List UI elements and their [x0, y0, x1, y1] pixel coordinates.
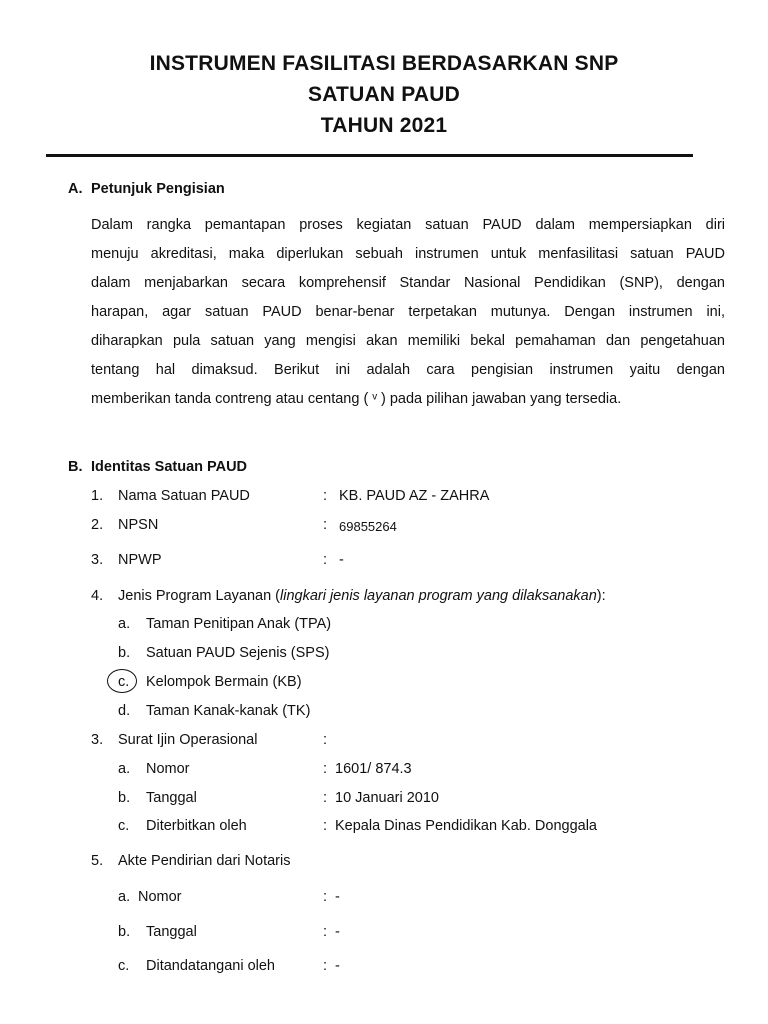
- subfield-letter: a.: [118, 761, 131, 777]
- field-colon: :: [323, 790, 328, 806]
- paragraph-line: Dalam rangka pemantapan proses kegiatan satuan PAUD dalam mempersiapkan diri: [91, 217, 725, 233]
- field-colon: :: [323, 924, 328, 940]
- option-letter: c.: [118, 674, 130, 690]
- subfield-row-nomor: [0, 761, 768, 781]
- option-label: Taman Kanak-kanak (TK): [146, 703, 311, 719]
- item-number: 4.: [91, 588, 104, 604]
- option-label: Taman Penitipan Anak (TPA): [146, 616, 332, 632]
- field-label: Akte Pendirian dari Notaris: [118, 853, 291, 869]
- subfield-label: Diterbitkan oleh: [146, 818, 247, 834]
- option-letter: a.: [118, 616, 131, 632]
- field-colon: :: [323, 761, 328, 777]
- subfield-value: 1601/ 874.3: [335, 761, 412, 777]
- subfield-label: Ditandatangani oleh: [146, 958, 275, 974]
- field-value: -: [339, 552, 344, 568]
- option-label: Kelompok Bermain (KB): [146, 674, 302, 690]
- field-label: NPWP: [118, 552, 162, 568]
- subfield-label: Nomor: [146, 761, 190, 777]
- paragraph-line: harapan, agar satuan PAUD benar-benar terpetakan mutunya. Dengan instrumen ini,: [91, 304, 725, 320]
- option-sps: [0, 645, 768, 665]
- field-row-npsn: [0, 517, 768, 537]
- item-number: 3.: [91, 552, 104, 568]
- field-label: [118, 588, 606, 604]
- field-value: 69855264: [339, 519, 397, 534]
- subfield-value: 10 Januari 2010: [335, 790, 439, 806]
- field-label: Nama Satuan PAUD: [118, 488, 250, 504]
- instructions-paragraph: [91, 211, 725, 414]
- field-label: Surat Ijin Operasional: [118, 732, 258, 748]
- item-number: 5.: [91, 853, 104, 869]
- label-suffix: ):: [596, 588, 606, 604]
- subfield-label: Nomor: [138, 889, 182, 905]
- subfield-row-ditandatangani: [0, 958, 768, 978]
- field-row-jenis-program: [0, 588, 768, 608]
- subfield-value: Kepala Dinas Pendidikan Kab. Donggala: [335, 818, 597, 834]
- field-label: NPSN: [118, 517, 159, 533]
- subfield-label: Tanggal: [146, 924, 197, 940]
- label-prefix: Jenis Program Layanan (: [118, 588, 280, 604]
- item-number: 1.: [91, 488, 104, 504]
- section-a-title: Petunjuk Pengisian: [91, 181, 225, 197]
- field-row-surat-ijin: [0, 732, 768, 752]
- field-colon: :: [323, 732, 328, 748]
- field-row-npwp: [0, 552, 768, 572]
- section-a-letter: A.: [68, 181, 83, 197]
- field-colon: :: [323, 552, 328, 568]
- subfield-value: -: [335, 958, 340, 974]
- subfield-letter: a.: [118, 889, 131, 905]
- document-title-line-2: SATUAN PAUD: [308, 83, 460, 106]
- field-row-akte-pendirian: [0, 853, 768, 873]
- subfield-row-diterbitkan: [0, 818, 768, 838]
- option-letter: b.: [118, 645, 131, 661]
- subfield-row-akte-tanggal: [0, 924, 768, 944]
- title-divider: [46, 154, 693, 157]
- field-colon: :: [323, 517, 328, 533]
- field-colon: :: [323, 889, 328, 905]
- paragraph-line: memberikan tanda contreng atau centang ( ᵛ ) pada pilihan jawaban yang tersedia.: [91, 391, 622, 407]
- section-b-letter: B.: [68, 459, 83, 475]
- subfield-letter: b.: [118, 924, 131, 940]
- field-value: KB. PAUD AZ - ZAHRA: [339, 488, 490, 504]
- subfield-value: -: [335, 889, 340, 905]
- subfield-letter: c.: [118, 818, 130, 834]
- paragraph-line: tentang hal dimaksud. Berikut ini adalah cara pengisian instrumen yaitu dengan: [91, 362, 725, 378]
- paragraph-line: dalam menjabarkan secara komprehensif Standar Nasional Pendidikan (SNP), dengan: [91, 275, 725, 291]
- section-a-heading: [68, 181, 225, 197]
- item-number: 2.: [91, 517, 104, 533]
- option-letter: d.: [118, 703, 131, 719]
- paragraph-line: menuju akreditasi, maka diperlukan sebuah instrumen untuk menfasilitasi satuan PAUD: [91, 246, 725, 262]
- document-title-line-3: TAHUN 2021: [320, 114, 448, 137]
- paragraph-line: diharapkan pula satuan yang mengisi akan memiliki bekal pemahaman dan pengetahuan: [91, 333, 725, 349]
- subfield-row-tanggal: [0, 790, 768, 810]
- option-kb: [0, 674, 768, 694]
- subfield-letter: b.: [118, 790, 131, 806]
- field-row-nama-satuan: [0, 488, 768, 508]
- subfield-letter: c.: [118, 958, 130, 974]
- section-b-heading: [68, 459, 247, 475]
- field-colon: :: [323, 488, 328, 504]
- label-instruction: lingkari jenis layanan program yang dilaksanakan: [280, 588, 597, 604]
- item-number: 3.: [91, 732, 104, 748]
- option-tpa: [0, 616, 768, 636]
- subfield-value: -: [335, 924, 340, 940]
- option-tk: [0, 703, 768, 723]
- option-label: Satuan PAUD Sejenis (SPS): [146, 645, 330, 661]
- section-b-title: Identitas Satuan PAUD: [91, 459, 248, 475]
- document-title-line-1: INSTRUMEN FASILITASI BERDASARKAN SNP: [149, 52, 619, 75]
- subfield-label: Tanggal: [146, 790, 197, 806]
- field-colon: :: [323, 818, 328, 834]
- field-colon: :: [323, 958, 328, 974]
- subfield-row-akte-nomor: [0, 889, 768, 909]
